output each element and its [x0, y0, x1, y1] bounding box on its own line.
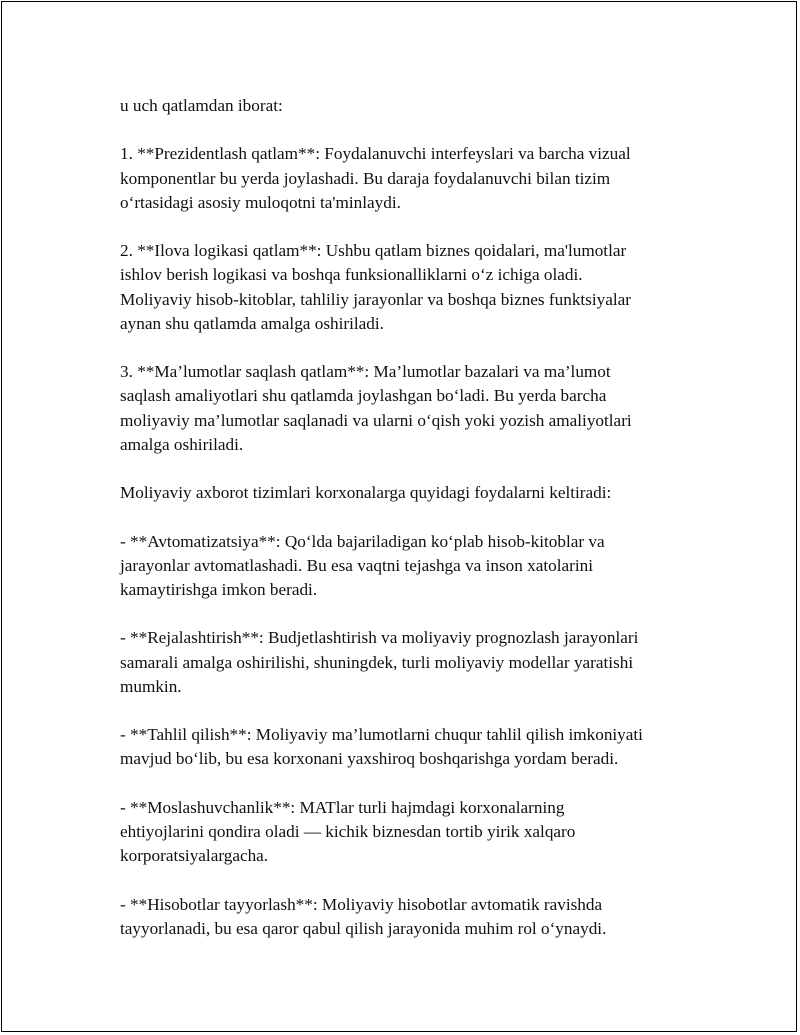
- text-line: moliyaviy ma’lumotlar saqlanadi va ularni o‘qish yoki yozish amaliyotlari: [120, 410, 632, 430]
- text-line: Moliyaviy hisob-kitoblar, tahliliy jarayonlar va boshqa biznes funktsiyalar: [120, 289, 632, 309]
- text-line: amalga oshiriladi.: [120, 434, 244, 454]
- text-line: Moliyaviy axborot tizimlari korxonalarga quyidagi foydalarni keltiradi:: [120, 483, 612, 503]
- text-line: ehtiyojlarini qondira oladi — kichik biznesdan tortib yirik xalqaro: [120, 821, 576, 841]
- text-line: - **Hisobotlar tayyorlash**: Moliyaviy hisobotlar avtomatik ravishda: [120, 894, 603, 914]
- text-line: saqlash amaliyotlari shu qatlamda joylashgan bo‘ladi. Bu yerda barcha: [120, 386, 607, 406]
- text-line: o‘rtasidagi asosiy muloqotni ta'minlaydi.: [120, 192, 401, 212]
- text-line: - **Rejalashtirish**: Budjetlashtirish va moliyaviy prognozlash jarayonlari: [120, 628, 639, 648]
- text-line: ishlov berish logikasi va boshqa funksionalliklarni o‘z ichiga oladi.: [120, 265, 583, 285]
- text-line: u uch qatlamdan iborat:: [120, 96, 283, 115]
- text-line: - **Moslashuvchanlik**: MATlar turli hajmdagi korxonalarning: [120, 797, 565, 817]
- text-line: kamaytirishga imkon beradi.: [120, 579, 318, 599]
- document-body: [120, 94, 700, 965]
- page-frame: [1, 1, 797, 1032]
- paragraph-benefit-reports: [120, 893, 700, 941]
- text-line: aynan shu qatlamda amalga oshiriladi.: [120, 313, 384, 333]
- text-line: 2. **Ilova logikasi qatlam**: Ushbu qatlam biznes qoidalari, ma'lumotlar: [120, 241, 627, 261]
- paragraph-benefit-analysis: [120, 723, 700, 771]
- text-line: - **Tahlil qilish**: Moliyaviy ma’lumotlarni chuqur tahlil qilish imkoniyati: [120, 725, 643, 745]
- text-line: - **Avtomatizatsiya**: Qo‘lda bajariladigan ko‘plab hisob-kitoblar va: [120, 531, 605, 551]
- paragraph-benefit-automation: [120, 530, 700, 603]
- paragraph-benefit-planning: [120, 626, 700, 699]
- paragraph-benefit-flexibility: [120, 796, 700, 869]
- text-line: mavjud bo‘lib, bu esa korxonani yaxshiroq boshqarishga yordam beradi.: [120, 749, 619, 769]
- text-line: komponentlar bu yerda joylashadi. Bu daraja foydalanuvchi bilan tizim: [120, 168, 611, 188]
- text-line: 3. **Ma’lumotlar saqlash qatlam**: Ma’lumotlar bazalari va ma’lumot: [120, 362, 611, 382]
- text-line: samarali amalga oshirilishi, shuningdek, turli moliyaviy modellar yaratishi: [120, 652, 634, 672]
- text-line: korporatsiyalargacha.: [120, 846, 269, 866]
- paragraph-layer-1: [120, 142, 700, 215]
- text-line: tayyorlanadi, bu esa qaror qabul qilish jarayonida muhim rol o‘ynaydi.: [120, 918, 607, 938]
- text-line: jarayonlar avtomatlashadi. Bu esa vaqtni tejashga va inson xatolarini: [120, 555, 593, 575]
- text-line: mumkin.: [120, 676, 182, 696]
- paragraph-intro: [120, 94, 700, 118]
- paragraph-benefits-intro: [120, 481, 700, 505]
- text-line: 1. **Prezidentlash qatlam**: Foydalanuvchi interfeyslari va barcha vizual: [120, 144, 631, 164]
- paragraph-layer-2: [120, 239, 700, 336]
- paragraph-layer-3: [120, 360, 700, 457]
